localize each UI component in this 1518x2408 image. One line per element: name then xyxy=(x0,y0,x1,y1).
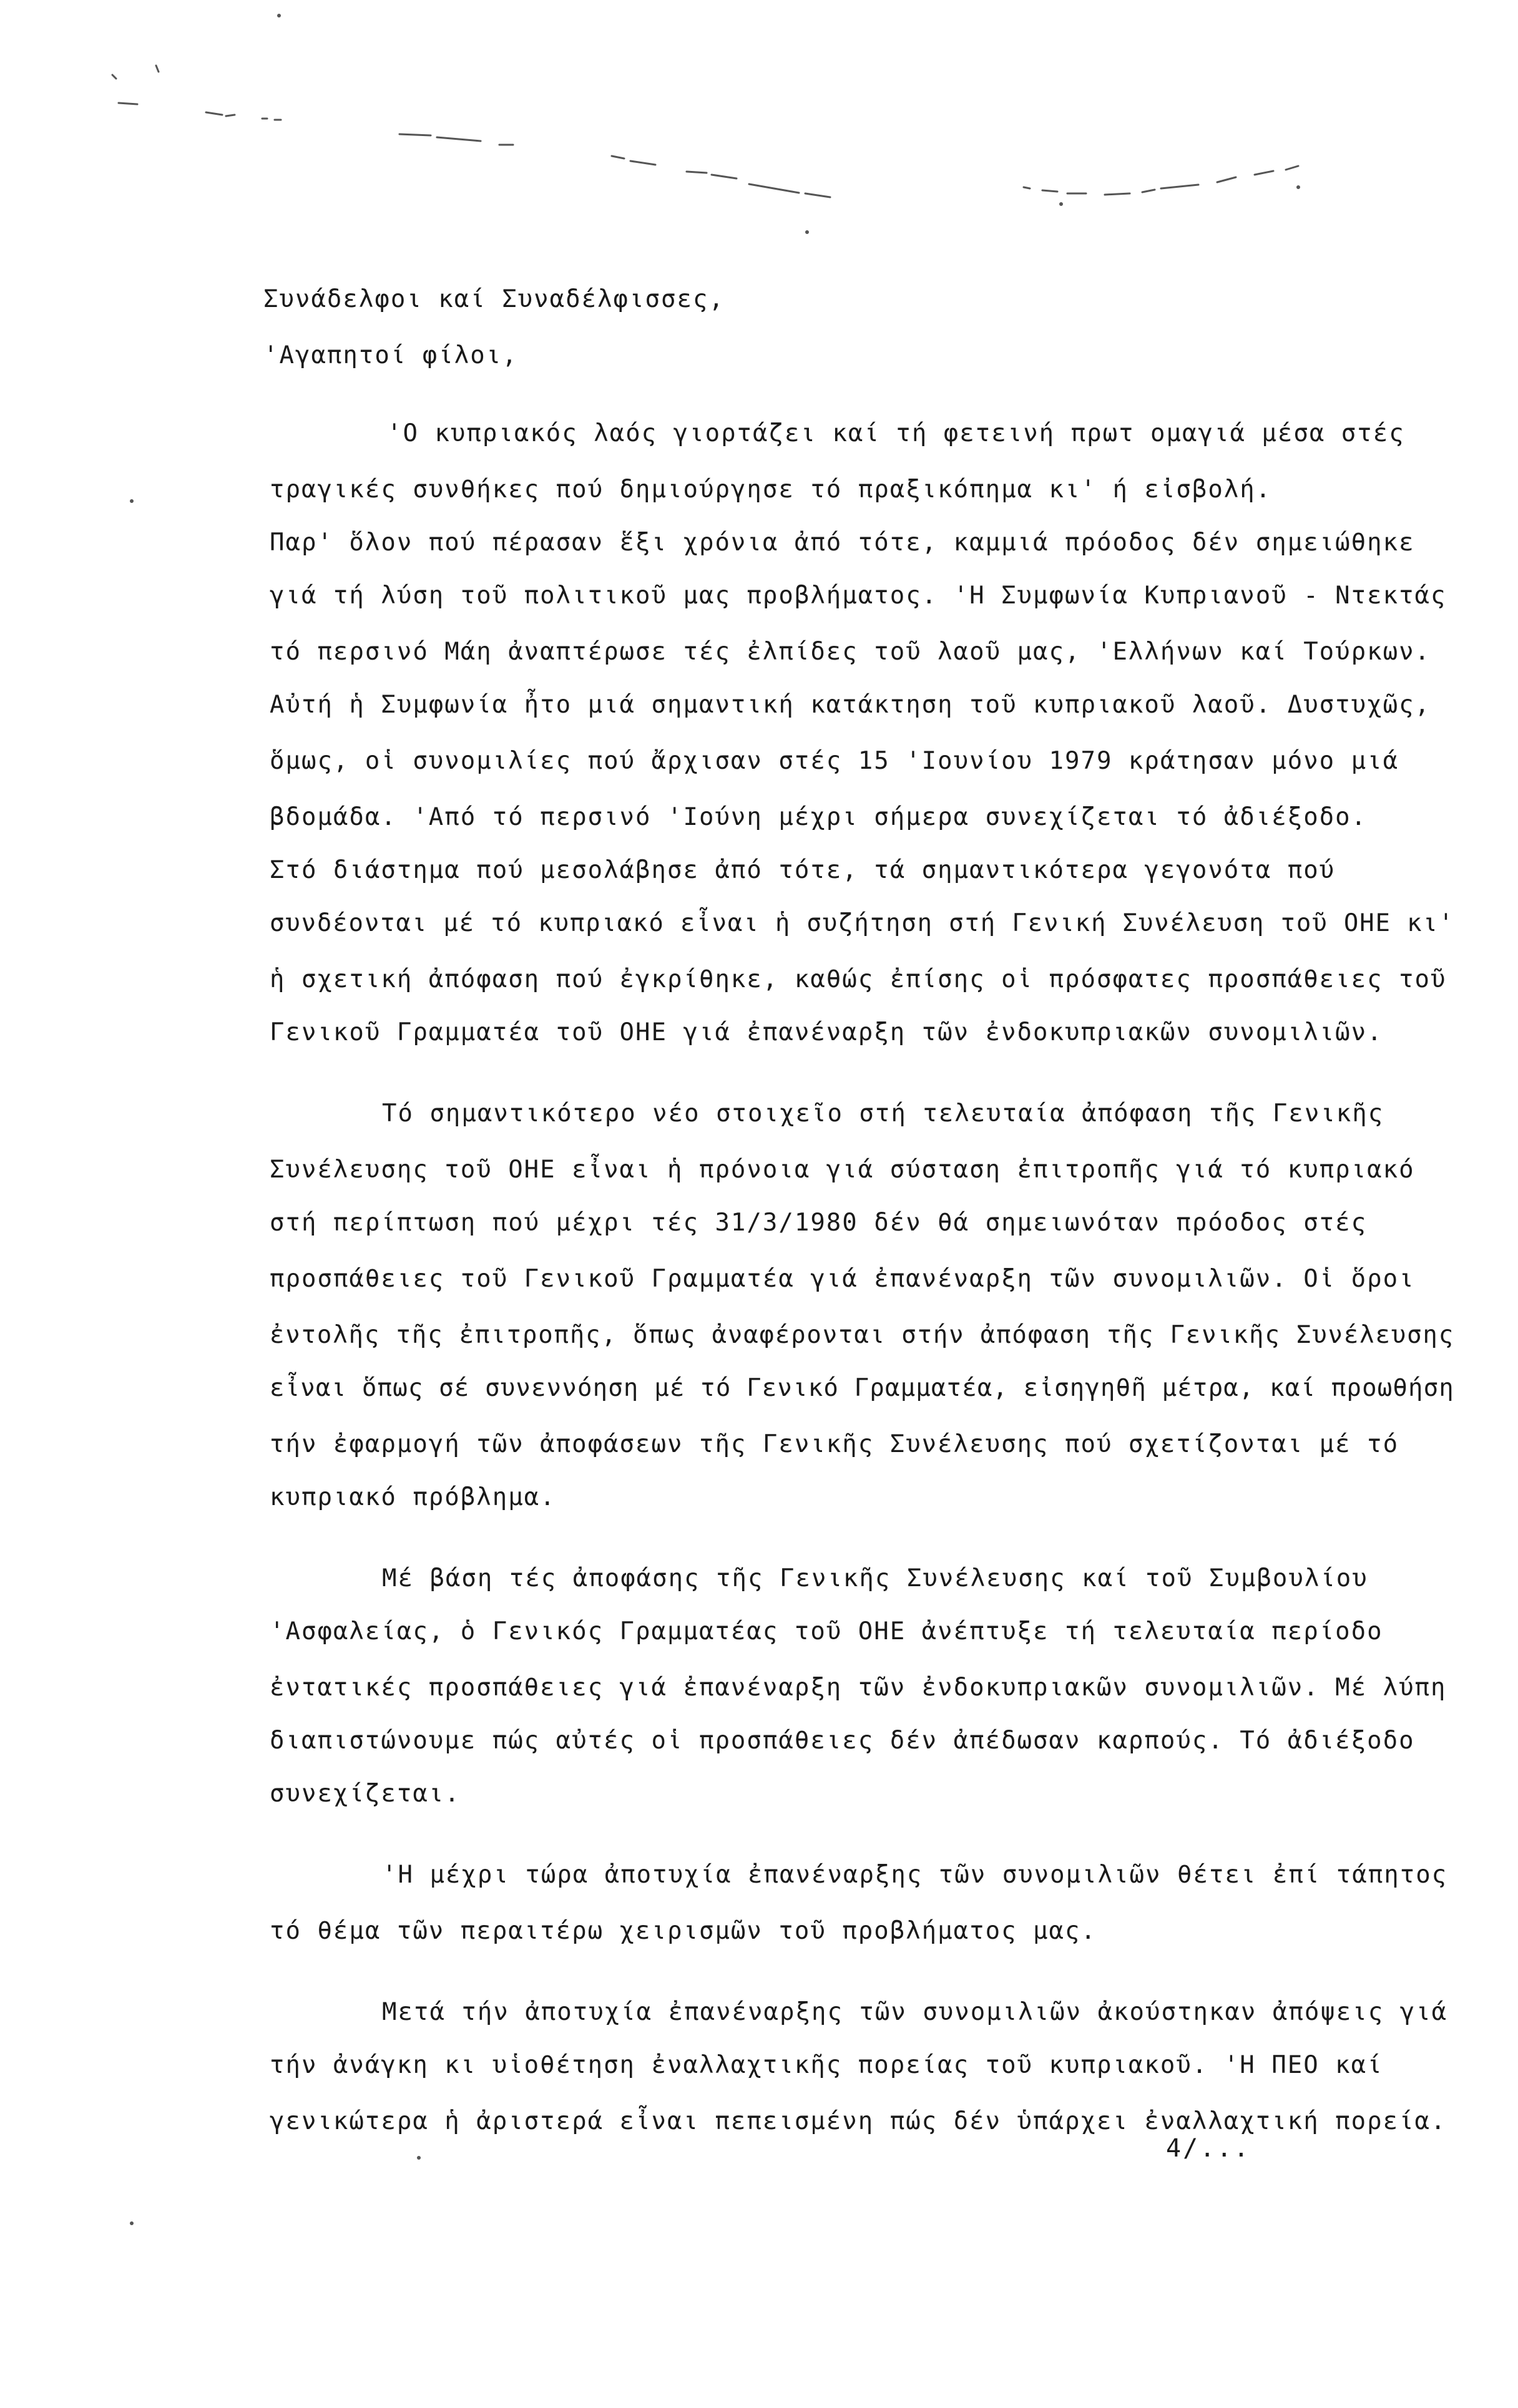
body-line: διαπιστώνουμε πώς αὐτές οἱ προσπάθειες δέν ἀπέδωσαν καρπούς. Τό ἀδιέξοδο xyxy=(270,1727,1415,1755)
body-line: γενικώτερα ἡ ἀριστερά εἶναι πεπεισμένη πώς δέν ὑπάρχει ἐναλλαχτική πορεία. xyxy=(270,2107,1447,2135)
body-line: τραγικές συνθήκες πού δημιούργησε τό πραξικόπημα κι' ή εἰσβολή. xyxy=(270,475,1272,504)
body-line: Γενικοῦ Γραμματέα τοῦ ΟΗΕ γιά ἐπανέναρξη τῶν ἐνδοκυπριακῶν συνομιλιῶν. xyxy=(270,1018,1383,1046)
body-line: ἡ σχετική ἀπόφαση πού ἐγκρίθηκε, καθώς ἐπίσης οἱ πρόσφατες προσπάθειες τοῦ xyxy=(270,965,1447,993)
body-line: Αὐτή ἡ Συμφωνία ἦτο μιά σημαντική κατάκτηση τοῦ κυπριακοῦ λαοῦ. Δυστυχῶς, xyxy=(270,691,1431,719)
body-line: 'Ο κυπριακός λαός γιορτάζει καί τή φετεινή πρωτ ομαγιά μέσα στές xyxy=(387,419,1405,447)
body-line: τό θέμα τῶν περαιτέρω χειρισμῶν τοῦ προβλήματος μας. xyxy=(270,1917,1097,1945)
body-line: Συνέλευσης τοῦ ΟΗΕ εἶναι ἡ πρόνοια γιά σύσταση ἐπιτροπῆς γιά τό κυπριακό xyxy=(270,1156,1415,1184)
scan-speck xyxy=(130,499,134,503)
body-line: Παρ' ὅλον πού πέρασαν ἕξι χρόνια ἀπό τότε, καμμιά πρόοδος δέν σημειώθηκε xyxy=(270,529,1415,557)
body-line: συνδέονται μέ τό κυπριακό εἶναι ἡ συζήτηση στή Γενική Συνέλευση τοῦ ΟΗΕ κι' xyxy=(270,909,1454,937)
body-line: ἐντολῆς τῆς ἐπιτροπῆς, ὅπως ἀναφέρονται στήν ἀπόφαση τῆς Γενικῆς Συνέλευσης xyxy=(270,1321,1454,1349)
body-line: τήν ἐφαρμογή τῶν ἀποφάσεων τῆς Γενικῆς Συνέλευσης πού σχετίζονται μέ τό xyxy=(270,1430,1399,1458)
body-line: Μετά τήν ἀποτυχία ἐπανέναρξης τῶν συνομιλιῶν ἀκούστηκαν ἀπόψεις γιά xyxy=(382,1998,1448,2026)
body-line: βδομάδα. 'Από τό περσινό 'Ιούνη μέχρι σήμερα συνεχίζεται τό ἀδιέξοδο. xyxy=(270,803,1368,831)
body-line: ἐντατικές προσπάθειες γιά ἐπανέναρξη τῶν ἐνδοκυπριακῶν συνομιλιῶν. Μέ λύπη xyxy=(270,1674,1447,1702)
salutation-friends: 'Αγαπητοί φίλοι, xyxy=(263,341,518,369)
page-number: 4/... xyxy=(1166,2134,1251,2163)
body-line: 'Ασφαλείας, ὁ Γενικός Γραμματέας τοῦ ΟΗΕ ἀνέπτυξε τή τελευταία περίοδο xyxy=(270,1617,1383,1645)
body-line: ὅμως, οἱ συνομιλίες πού ἄρχισαν στές 15 'Ιουνίου 1979 κράτησαν μόνο μιά xyxy=(270,747,1399,775)
body-line: τό περσινό Μάη ἀναπτέρωσε τές ἐλπίδες τοῦ λαοῦ μας, 'Ελλήνων καί Τούρκων. xyxy=(270,638,1431,666)
body-line: 'Η μέχρι τώρα ἀποτυχία ἐπανέναρξης τῶν συνομιλιῶν θέτει ἐπί τάπητος xyxy=(382,1861,1448,1889)
body-line: στή περίπτωση πού μέχρι τές 31/3/1980 δέν θά σημειωνόταν πρόοδος στές xyxy=(270,1209,1368,1237)
salutation-colleagues: Συνάδελφοι καί Συναδέλφισσες, xyxy=(263,285,725,313)
body-line: Στό διάστημα πού μεσολάβησε ἀπό τότε, τά σημαντικότερα γεγονότα πού xyxy=(270,856,1336,884)
body-line: κυπριακό πρόβλημα. xyxy=(270,1483,556,1511)
body-line: συνεχίζεται. xyxy=(270,1780,461,1808)
body-line: γιά τή λύση τοῦ πολιτικοῦ μας προβλήματος. 'Η Συμφωνία Κυπριανοῦ - Ντεκτάς xyxy=(270,582,1447,610)
scan-speck xyxy=(417,2156,421,2160)
body-line: τήν ἀνάγκη κι υἱοθέτηση ἐναλλαχτικῆς πορείας τοῦ κυπριακοῦ. 'Η ΠΕΟ καί xyxy=(270,2051,1383,2079)
body-line: εἶναι ὅπως σέ συνεννόηση μέ τό Γενικό Γραμματέα, εἰσηγηθῆ μέτρα, καί προωθήση xyxy=(270,1374,1454,1402)
scan-speck xyxy=(130,2221,134,2225)
body-line: Τό σημαντικότερο νέο στοιχεῖο στή τελευταία ἀπόφαση τῆς Γενικῆς xyxy=(382,1099,1384,1128)
body-line: Μέ βάση τές ἀποφάσης τῆς Γενικῆς Συνέλευσης καί τοῦ Συμβουλίου xyxy=(382,1564,1368,1592)
body-line: προσπάθειες τοῦ Γενικοῦ Γραμματέα γιά ἐπανέναρξη τῶν συνομιλιῶν. Οἱ ὅροι xyxy=(270,1265,1415,1293)
scan-noise-marks xyxy=(0,0,1518,250)
